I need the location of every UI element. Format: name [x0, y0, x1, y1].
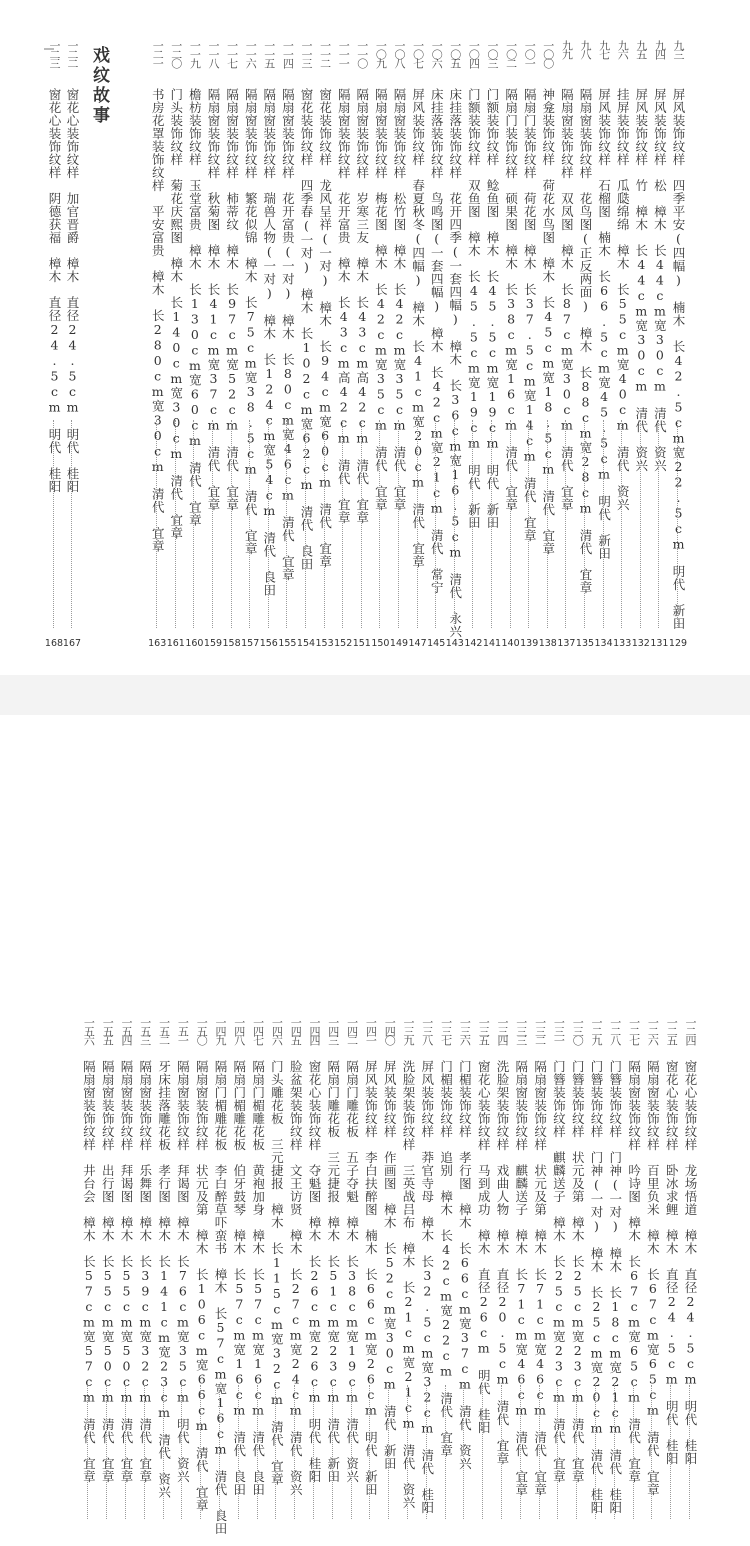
entry-page-number: 153 — [315, 638, 334, 649]
dot-leader — [71, 420, 72, 628]
entry-title: 隔扇窗装饰纹样 拜谒图 樟木 长55cm宽50cm 清代 宜章 — [119, 1060, 134, 1483]
section-heading: 戏纹故事 — [89, 46, 109, 126]
entry-title: 窗花心装饰纹样 加官晋爵 樟木 直径24.5cm 明代 桂阳 — [65, 88, 80, 493]
dot-leader — [547, 420, 548, 628]
entry-number: 一一三 — [300, 40, 313, 67]
entry-number: 一五一 — [176, 1017, 190, 1044]
entry-number: 九四 — [653, 40, 667, 58]
entry-number: 一三九 — [402, 1017, 415, 1044]
entry-title: 门楣装饰纹样 孝行图 樟木 长66cm宽37cm 清代 资兴 — [457, 1060, 473, 1470]
entry-title: 门簪装饰纹样 门神(一对) 樟木 长18cm宽21cm 清代 桂阳 — [607, 1060, 623, 1514]
entry-number: 一五三 — [138, 1017, 152, 1044]
entry-number: 一三一 — [552, 1017, 566, 1044]
entry-page-number: 143 — [445, 638, 464, 649]
entry-number: 一一八 — [207, 40, 220, 67]
entry-title: 神龛装饰纹样 荷花水鸟图 樟木 长45cm宽18.5cm 清代 宜章 — [540, 88, 556, 555]
entry-number: 一五五 — [101, 1017, 115, 1044]
entry-title: 隔扇门雕花板 三元捷报 樟木 长51cm宽23cm 清代 新田 — [325, 1060, 341, 1483]
entry-number: 一五四 — [120, 1017, 133, 1044]
entry-number: 一〇六 — [430, 40, 444, 67]
dot-leader — [435, 420, 436, 628]
dot-leader — [640, 420, 641, 628]
entry-number: 一一四 — [281, 40, 295, 67]
entry-number: 一四五 — [289, 1017, 303, 1044]
entry-title: 挂屏装饰纹样 瓜瓞绵绵 樟木 长55cm宽40cm 清代 资兴 — [615, 88, 631, 511]
entry-title: 脸盆架装饰纹样 文王访贤 樟木 长27cm宽24cm 清代 资兴 — [288, 1060, 304, 1496]
dot-leader — [501, 1385, 502, 1519]
entry-number: 一四六 — [270, 1017, 284, 1044]
entry-number: 九七 — [597, 40, 611, 58]
entry-page-number: 135 — [575, 638, 595, 649]
entry-title: 隔扇门楣雕花板 伯牙鼓琴 樟木 长57cm宽16cm 清代 良田 — [231, 1060, 247, 1496]
dot-leader — [156, 420, 157, 628]
dot-leader — [417, 420, 418, 628]
entry-title: 窗花心装饰纹样 龙场悟道 樟木 直径24.5cm 明代 桂阳 — [683, 1060, 698, 1465]
entry-title: 隔扇窗装饰纹样 花开富贵 樟木 长43cm高42cm 清代 宜章 — [336, 88, 352, 524]
dot-leader — [621, 420, 622, 628]
entry-number: 九五 — [634, 40, 648, 58]
entry-number: 一三六 — [458, 1017, 472, 1044]
dot-leader — [125, 1385, 126, 1519]
dot-leader — [212, 420, 213, 628]
toc-page-top — [0, 0, 750, 675]
entry-number: 一四九 — [214, 1017, 227, 1044]
entry-title: 隔扇窗装饰纹样 花鸟图(正反两面) 樟木 长88cm宽28cm 清代 宜章 — [578, 88, 593, 594]
entry-title: 隔扇窗装饰纹样 双凤图 樟木 长87cm宽30cm 清代 宜章 — [559, 88, 575, 511]
entry-page-number: 131 — [650, 638, 669, 649]
dot-leader — [398, 420, 399, 628]
dot-leader — [584, 420, 585, 628]
entry-number: 一〇五 — [448, 40, 462, 67]
dot-leader — [200, 1385, 201, 1519]
entry-title: 隔扇窗装饰纹样 繁花似锦 樟木 长75cm宽38.5cm 清代 宜章 — [243, 88, 259, 555]
entry-title: 隔扇窗装饰纹样 乐舞图 樟木 长39cm宽32cm 清代 宜章 — [137, 1060, 153, 1483]
entry-page-number: 159 — [203, 638, 223, 649]
entry-number: 九六 — [616, 40, 630, 58]
dot-leader — [576, 1385, 577, 1519]
entry-number: 一二三 — [48, 40, 61, 67]
entry-page-number: 163 — [148, 638, 167, 649]
entry-title: 屏风装饰纹样 松 樟木 长44cm宽30cm 清代 资兴 — [652, 88, 668, 472]
dot-leader — [53, 420, 54, 628]
entry-number: 一二〇 — [169, 40, 183, 67]
entry-page-number: 155 — [278, 638, 297, 649]
entry-title: 屏风装饰纹样 李白扶醉图 楠木 长66cm宽26cm 明代 新田 — [363, 1060, 379, 1496]
entry-title: 床挂落装饰纹样 花开四季(一套四幅) 樟木 长36cm宽16.5cm 清代 永兴 — [447, 88, 463, 638]
entry-page-number: 161 — [166, 638, 185, 649]
entry-number: 一〇一 — [523, 40, 537, 67]
entry-title: 洗脸架装饰纹样 戏曲人物 樟木 直径20.5cm 清代 宜章 — [495, 1060, 510, 1465]
entry-title: 屏风装饰纹样 春夏秋冬(四幅) 樟木 长41cm宽20cm 清代 宜章 — [410, 88, 426, 568]
entry-number: 一〇八 — [393, 40, 406, 67]
entry-number: 一二五 — [665, 1017, 679, 1044]
entry-page-number: 129 — [668, 638, 688, 649]
dot-leader — [257, 1385, 258, 1519]
dot-leader — [238, 1385, 239, 1519]
entry-title: 隔扇窗装饰纹样 拜谒图 樟木 长76cm宽35cm 明代 资兴 — [175, 1060, 191, 1483]
entry-title: 窗花装饰纹样 四季春(一对) 樟木 长102cm宽62cm 清代 良田 — [299, 88, 314, 571]
entry-number: 一一五 — [262, 40, 276, 67]
entry-title: 门额装饰纹样 双鱼图 樟木 长45.5cm宽19cm 明代 新田 — [466, 88, 482, 529]
entry-title: 窗花装饰纹样 龙风呈祥(一对) 樟木 长94cm宽60cm 清代 宜章 — [317, 88, 333, 568]
entry-title: 屏风装饰纹样 莽官寺母 樟木 长32.5cm宽32cm 清代 桂阳 — [419, 1060, 435, 1514]
entry-title: 隔扇窗装饰纹样 吟诗图 樟木 长67cm宽65cm 清代 宜章 — [626, 1060, 642, 1483]
entry-number: 一四八 — [232, 1017, 246, 1044]
entry-title: 屏风装饰纹样 石榴图 楠木 长66.5cm宽45.5cm 明代 新田 — [596, 88, 612, 560]
entry-number: 一一九 — [188, 40, 202, 67]
entry-number: 一〇四 — [467, 40, 481, 67]
page-gap — [0, 675, 750, 715]
dot-leader — [491, 420, 492, 628]
entry-number: 一二八 — [608, 1017, 622, 1044]
entry-page-number: 160 — [185, 638, 204, 649]
entry-title: 窗花心装饰纹样 阴德获福 樟木 直径24.5cm 明代 桂阳 — [47, 88, 62, 493]
entry-page-number: 158 — [222, 638, 241, 649]
dot-leader — [369, 1385, 370, 1519]
dot-leader — [249, 420, 250, 628]
entry-title: 隔扇窗装饰纹样 状元及第 樟木 长71cm宽46cm 清代 宜章 — [532, 1060, 548, 1496]
entry-title: 屏风装饰纹样 四季平安(四幅) 楠木 长42.5cm宽22.5cm 明代 新田 — [671, 88, 686, 630]
entry-number: 一三三 — [514, 1017, 528, 1044]
entry-title: 隔扇窗装饰纹样 麒麟送子 樟木 长71cm宽46cm 清代 宜章 — [513, 1060, 529, 1496]
entry-number: 一一七 — [225, 40, 239, 67]
entry-number: 一〇二 — [504, 40, 518, 67]
dot-leader — [472, 420, 473, 628]
entry-number: 一三五 — [477, 1017, 491, 1044]
entry-title: 窗花心装饰纹样 夺魁图 樟木 长26cm宽26cm 明代 桂阳 — [307, 1060, 322, 1483]
entry-number: 一四四 — [308, 1017, 321, 1044]
dot-leader — [294, 1385, 295, 1519]
entry-number: 一〇九 — [374, 40, 388, 67]
entry-number: 一一六 — [244, 40, 258, 67]
entry-number: 一二六 — [646, 1017, 660, 1044]
entry-title: 书房花罩装饰纹样 平安富贵 樟木 长280cm宽30cm 清代 宜章 — [150, 88, 166, 553]
dot-leader — [565, 420, 566, 628]
entry-title: 隔扇窗装饰纹样 松竹图 樟木 长42cm宽35cm 清代 宜章 — [392, 88, 407, 511]
dot-leader — [528, 420, 529, 628]
entry-page-number: 133 — [613, 638, 632, 649]
dot-leader — [689, 1385, 690, 1519]
dot-leader — [539, 1385, 540, 1519]
dot-leader — [614, 1385, 615, 1519]
entry-title: 隔扇窗装饰纹样 百里负米 樟木 长67cm宽65cm 清代 宜章 — [645, 1060, 661, 1496]
entry-title: 窗花心装饰纹样 卧冰求鲤 樟木 直径24.5cm 明代 桂阳 — [664, 1060, 680, 1465]
entry-title: 洗脸架装饰纹样 三英战吕布 樟木 长21cm宽21cm 清代 资兴 — [401, 1060, 416, 1509]
entry-title: 门头装饰纹样 菊花庆熙图 樟木 长140cm宽30cm 清代 宜章 — [168, 88, 184, 540]
entry-title: 隔扇窗装饰纹样 秋菊图 樟木 长41cm宽37cm 清代 宜章 — [206, 88, 221, 511]
entry-number: 一一一 — [337, 40, 351, 67]
entry-number: 一三四 — [496, 1017, 509, 1044]
dot-leader — [163, 1385, 164, 1519]
dot-leader — [651, 1385, 652, 1519]
dot-leader — [305, 420, 306, 628]
entry-page-number: 147 — [408, 638, 427, 649]
dot-leader — [106, 1385, 107, 1519]
dot-leader — [193, 420, 194, 628]
dot-leader — [677, 420, 678, 628]
entry-title: 隔扇门装饰纹样 硕果图 樟木 长38cm宽16cm 清代 宜章 — [503, 88, 519, 511]
entry-title: 屏风装饰纹样 作画图 樟木 长52cm宽30cm 清代 新田 — [382, 1060, 398, 1470]
entry-number: 一〇七 — [411, 40, 425, 67]
entry-number: 一二四 — [684, 1017, 697, 1044]
entry-page-number: 142 — [464, 638, 483, 649]
entry-page-number: 154 — [296, 638, 316, 649]
entry-page-number: 145 — [427, 638, 446, 649]
dot-leader — [144, 1385, 145, 1519]
entry-page-number: 152 — [334, 638, 353, 649]
entry-number: 九九 — [560, 40, 574, 58]
dot-leader — [633, 1385, 634, 1519]
dot-leader — [670, 1385, 671, 1519]
dot-leader — [275, 1385, 276, 1519]
dot-leader — [557, 1385, 558, 1519]
entry-number: 一四三 — [326, 1017, 340, 1044]
dot-leader — [603, 420, 604, 628]
entry-title: 隔扇门雕花板 五子夺魁 樟木 长38cm宽19cm 清代 资兴 — [344, 1060, 360, 1483]
dot-leader — [520, 1385, 521, 1519]
dot-leader — [231, 420, 232, 628]
entry-number: 一二七 — [627, 1017, 641, 1044]
entry-title: 门楣装饰纹样 追别 樟木 长42cm宽22cm 清代 宜章 — [438, 1060, 454, 1457]
entry-page-number: 151 — [352, 638, 371, 649]
entry-number: 一四一 — [364, 1017, 378, 1044]
entry-title: 隔扇窗装饰纹样 花开富贵(一对) 樟木 长80cm宽46cm 清代 宜章 — [280, 88, 296, 581]
entry-number: 一〇〇 — [541, 40, 555, 67]
entry-number: 一五〇 — [195, 1017, 209, 1044]
entry-number: 一五六 — [82, 1017, 96, 1044]
entry-number: 九八 — [579, 40, 592, 58]
entry-page-number: 140 — [501, 638, 520, 649]
dot-leader — [342, 420, 343, 628]
dot-leader — [332, 1385, 333, 1519]
dot-leader — [361, 420, 362, 628]
toc-page-bottom — [0, 715, 750, 1546]
entry-title: 隔扇窗装饰纹样 井台会 樟木 长57cm宽57cm 清代 宜章 — [81, 1060, 97, 1483]
entry-title: 隔扇窗装饰纹样 梅花图 樟木 长42cm宽35cm 清代 宜章 — [373, 88, 389, 511]
entry-number: 一四〇 — [383, 1017, 397, 1044]
entry-title: 隔扇门装饰纹样 荷花图 樟木 长37.5cm宽14cm 清代 宜章 — [522, 88, 538, 542]
entry-number: 一二二 — [66, 40, 79, 67]
dot-leader — [181, 1385, 182, 1519]
entry-title: 窗花心装饰纹样 马到成功 樟木 直径26cm 明代 桂阳 — [476, 1060, 492, 1434]
dot-leader — [510, 420, 511, 628]
dot-leader — [658, 420, 659, 628]
entry-page-number: 137 — [557, 638, 576, 649]
dot-leader — [324, 420, 325, 628]
entry-title: 屏风装饰纹样 竹 樟木 长44cm宽30cm 清代 资兴 — [633, 88, 649, 472]
entry-title: 门头雕花板 三元捷报 樟木 长115cm宽32cm 清代 宜章 — [269, 1060, 285, 1486]
entry-number: 一一〇 — [355, 40, 369, 67]
entry-page-number: 139 — [520, 638, 539, 649]
dot-leader — [595, 1385, 596, 1519]
entry-title: 檐枋装饰纹样 玉堂富贵 樟木 长130cm宽60cm 清代 宜章 — [187, 88, 203, 527]
dot-leader — [313, 1385, 314, 1519]
entry-number: 一二九 — [590, 1017, 603, 1044]
entry-number: 一三二 — [533, 1017, 547, 1044]
entry-page-number: 132 — [631, 638, 650, 649]
entry-number: 一四七 — [251, 1017, 265, 1044]
entry-number: 一三〇 — [571, 1017, 585, 1044]
entry-page-number: 157 — [241, 638, 260, 649]
dot-leader — [219, 1385, 220, 1519]
entry-title: 隔扇窗装饰纹样 瑞兽人物(一对) 樟木 长124cm宽54cm 清代 良田 — [261, 88, 277, 597]
dot-leader — [379, 420, 380, 628]
dot-leader — [426, 1385, 427, 1519]
entry-title: 床挂落装饰纹样 鸟鸣图(一套四幅) 樟木 长42cm宽21cm 清代 常宁 — [429, 88, 445, 594]
entry-title: 隔扇门楣雕花板 李白醉草吓蛮书 樟木 长57cm宽16cm 清代 良田 — [213, 1060, 228, 1535]
entry-number: 一〇三 — [486, 40, 499, 67]
entry-title: 门额装饰纹样 鲶鱼图 樟木 长45.5cm宽19cm 明代 新田 — [485, 88, 500, 529]
dot-leader — [463, 1385, 464, 1519]
entry-title: 隔扇窗装饰纹样 柿蒂纹 樟木 长97cm宽52cm 清代 宜章 — [224, 88, 240, 511]
entry-title: 牙床挂落雕花板 孝行图 樟木 长141cm宽23cm 清代 资兴 — [156, 1060, 172, 1499]
entry-title: 隔扇门楣雕花板 黄袍加身 樟木 长57cm宽16cm 清代 良田 — [250, 1060, 266, 1496]
entry-number: 一三八 — [420, 1017, 434, 1044]
entry-title: 门簪装饰纹样 状元及第 樟木 长25cm宽23cm 清代 宜章 — [570, 1060, 586, 1483]
entry-title: 门簪装饰纹样 麒麟送子 樟木 长25cm宽23cm 清代 宜章 — [551, 1060, 567, 1483]
entry-page-number: 156 — [259, 638, 278, 649]
entry-number: 一三七 — [439, 1017, 453, 1044]
dot-leader — [268, 420, 269, 628]
dot-leader — [351, 1385, 352, 1519]
dot-leader — [454, 420, 455, 628]
entry-page-number: 141 — [482, 638, 502, 649]
entry-page-number: 134 — [594, 638, 613, 649]
entry-number: 一五二 — [157, 1017, 171, 1044]
entry-number: 一二一 — [151, 40, 165, 67]
entry-page-number: 150 — [371, 638, 390, 649]
entry-page-number: 167 — [62, 638, 82, 649]
dot-leader — [482, 1385, 483, 1519]
dot-leader — [286, 420, 287, 628]
entry-number: 一四二 — [345, 1017, 359, 1044]
dot-leader — [175, 420, 176, 628]
entry-title: 门簪装饰纹样 门神(一对) 樟木 长25cm宽20cm 清代 桂阳 — [589, 1060, 604, 1514]
dot-leader — [388, 1385, 389, 1519]
entry-title: 隔扇窗装饰纹样 岁寒三友 樟木 长43cm高42cm 清代 宜章 — [354, 88, 370, 524]
entry-title: 隔扇窗装饰纹样 出行图 樟木 长55cm宽50cm 清代 宜章 — [100, 1060, 116, 1483]
dot-leader — [445, 1385, 446, 1519]
entry-number: 一一二 — [318, 40, 332, 67]
entry-page-number: 138 — [538, 638, 557, 649]
entry-title: 隔扇窗装饰纹样 状元及第 樟木 长106cm宽66cm 清代 宜章 — [194, 1060, 210, 1512]
entry-number: 九三 — [672, 40, 685, 58]
dot-leader — [407, 1385, 408, 1519]
dot-leader — [87, 1385, 88, 1519]
entry-page-number: 168 — [44, 638, 64, 649]
entry-page-number: 149 — [389, 638, 409, 649]
